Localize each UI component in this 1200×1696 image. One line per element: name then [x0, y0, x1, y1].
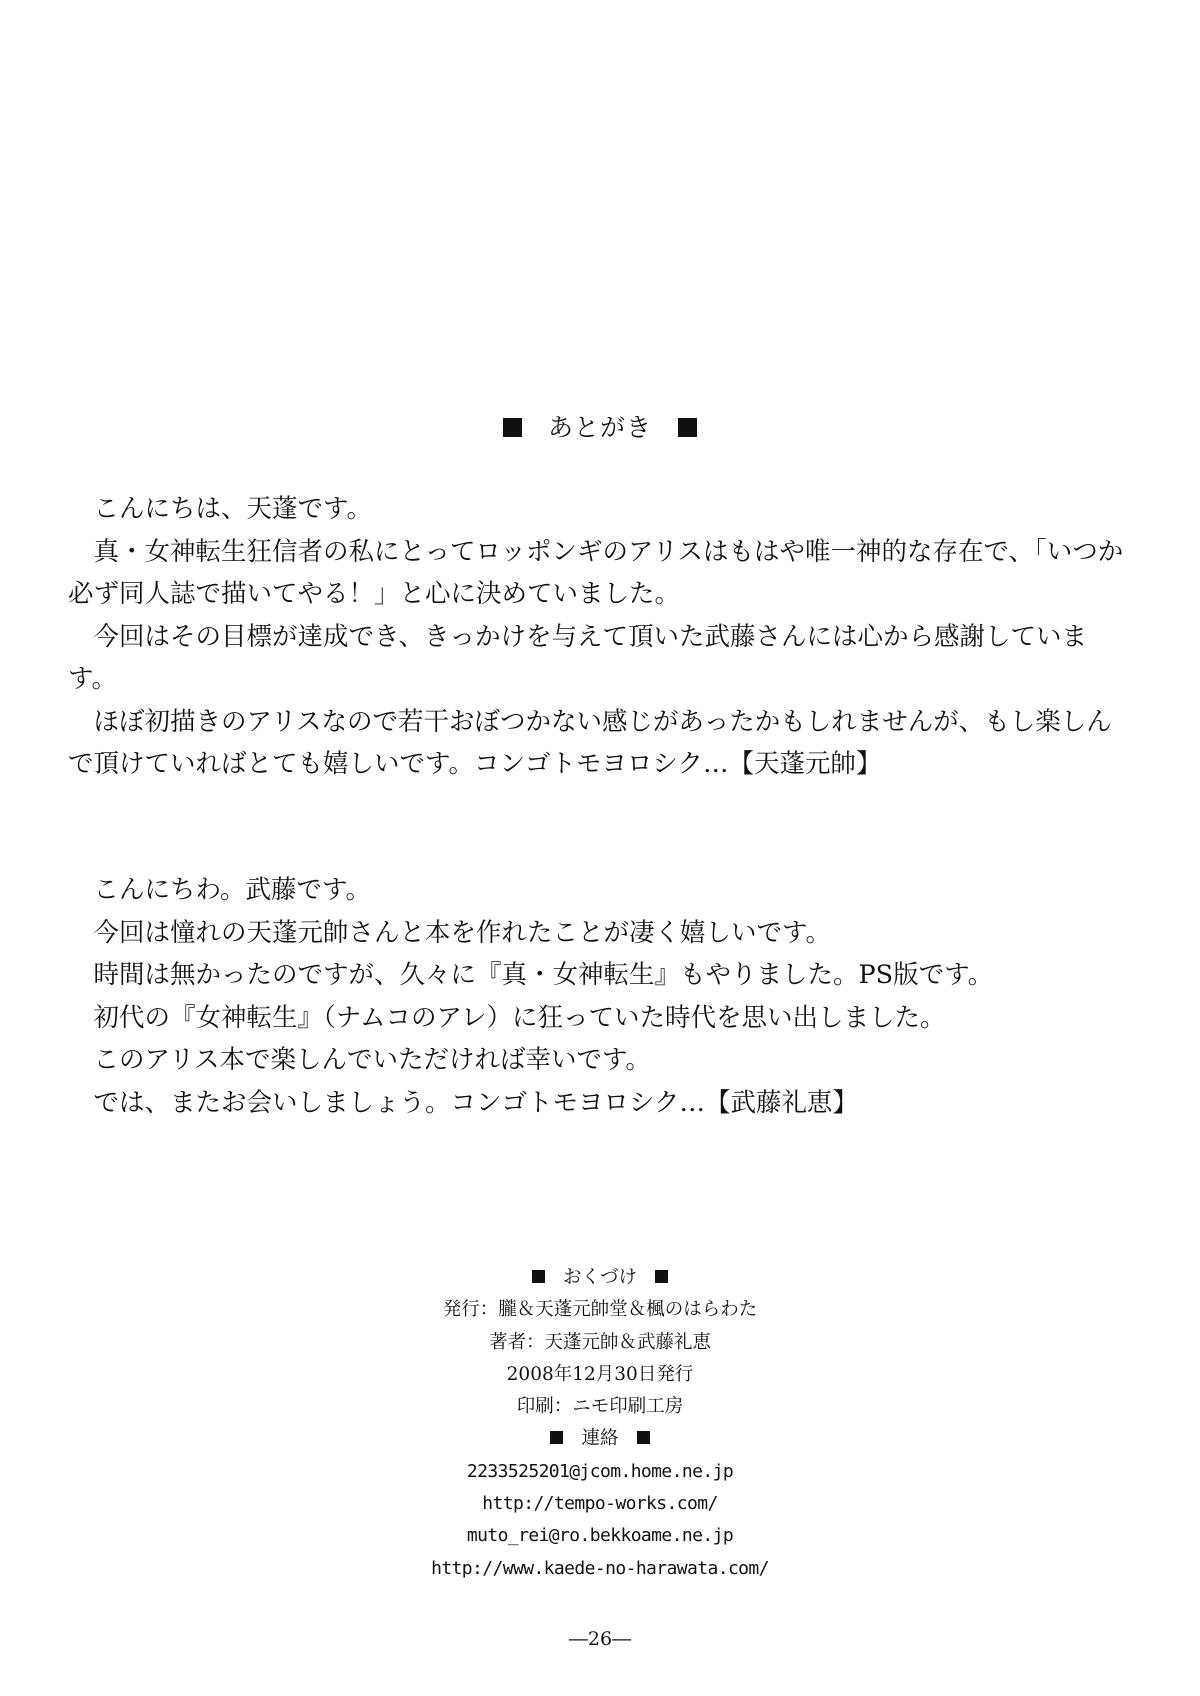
- paragraph: 今回は憧れの天蓬元帥さんと本を作れたことが凄く嬉しいです。: [93, 917, 831, 948]
- black-square-icon: [678, 418, 697, 437]
- contact-title: 連絡: [581, 1428, 619, 1450]
- colophon-title: おくづけ: [562, 1267, 637, 1288]
- contact-heading: [0, 1423, 1200, 1455]
- paragraph: 今回はその目標が達成でき、きっかけを与えて頂いた武藤さんには心から感謝しています。: [68, 621, 1087, 694]
- contact-url: http://tempo-works.com/: [482, 1493, 718, 1515]
- paragraph: このアリス本で楽しんでいただければ幸いです。: [93, 1045, 651, 1075]
- paragraph: では、またお会いしましょう。コンゴトモヨロシク…【武藤礼恵】: [93, 1087, 858, 1118]
- contact-email: 2233525201@jcom.home.ne.jp: [466, 1460, 734, 1482]
- colophon-printer: 印刷：ニモ印刷工房: [516, 1396, 684, 1418]
- afterword-tenpo: [68, 488, 1133, 786]
- colophon: [0, 1262, 1200, 1585]
- paragraph: 時間は無かったのですが、久々に『真・女神転生』もやりました。PS版です。: [93, 960, 994, 990]
- paragraph: こんにちわ。武藤です。: [93, 875, 371, 905]
- black-square-icon: [550, 1431, 563, 1444]
- black-square-icon: [503, 418, 522, 437]
- page-number: ―26―: [568, 1628, 632, 1650]
- black-square-icon: [532, 1270, 545, 1283]
- black-square-icon: [637, 1431, 650, 1444]
- paragraph: 初代の『女神転生』（ナムコのアレ）に狂っていた時代を思い出しました。: [93, 1002, 946, 1033]
- afterword-title: あとがき: [547, 413, 652, 442]
- paragraph: こんにちは、天蓬です。: [93, 494, 372, 524]
- contact-url: http://www.kaede-no-harawata.com/: [431, 1557, 769, 1579]
- contact-email: muto_rei@ro.bekkoame.ne.jp: [466, 1525, 734, 1547]
- colophon-heading: [0, 1262, 1200, 1294]
- colophon-date: 2008年12月30日発行: [506, 1363, 694, 1385]
- black-square-icon: [655, 1270, 668, 1283]
- colophon-publisher: 発行：朧＆天蓬元帥堂＆楓のはらわた: [442, 1299, 758, 1321]
- paragraph: ほぼ初描きのアリスなので若干おぼつかない感じがあったかもしれませんが、もし楽しんで頂けていればとても嬉しいです。コンゴトモヨロシク…【天蓬元帥】: [68, 706, 1112, 779]
- paragraph: 真・女神転生狂信者の私にとってロッポンギのアリスはもはや唯一神的な存在で、「いつか必ず同人誌で描いてやる！」と心に決めていました。: [68, 536, 1124, 609]
- afterword-muto: [68, 869, 1133, 1124]
- colophon-authors: 著者：天蓬元帥＆武藤礼恵: [488, 1331, 711, 1353]
- afterword-heading: [0, 408, 1200, 444]
